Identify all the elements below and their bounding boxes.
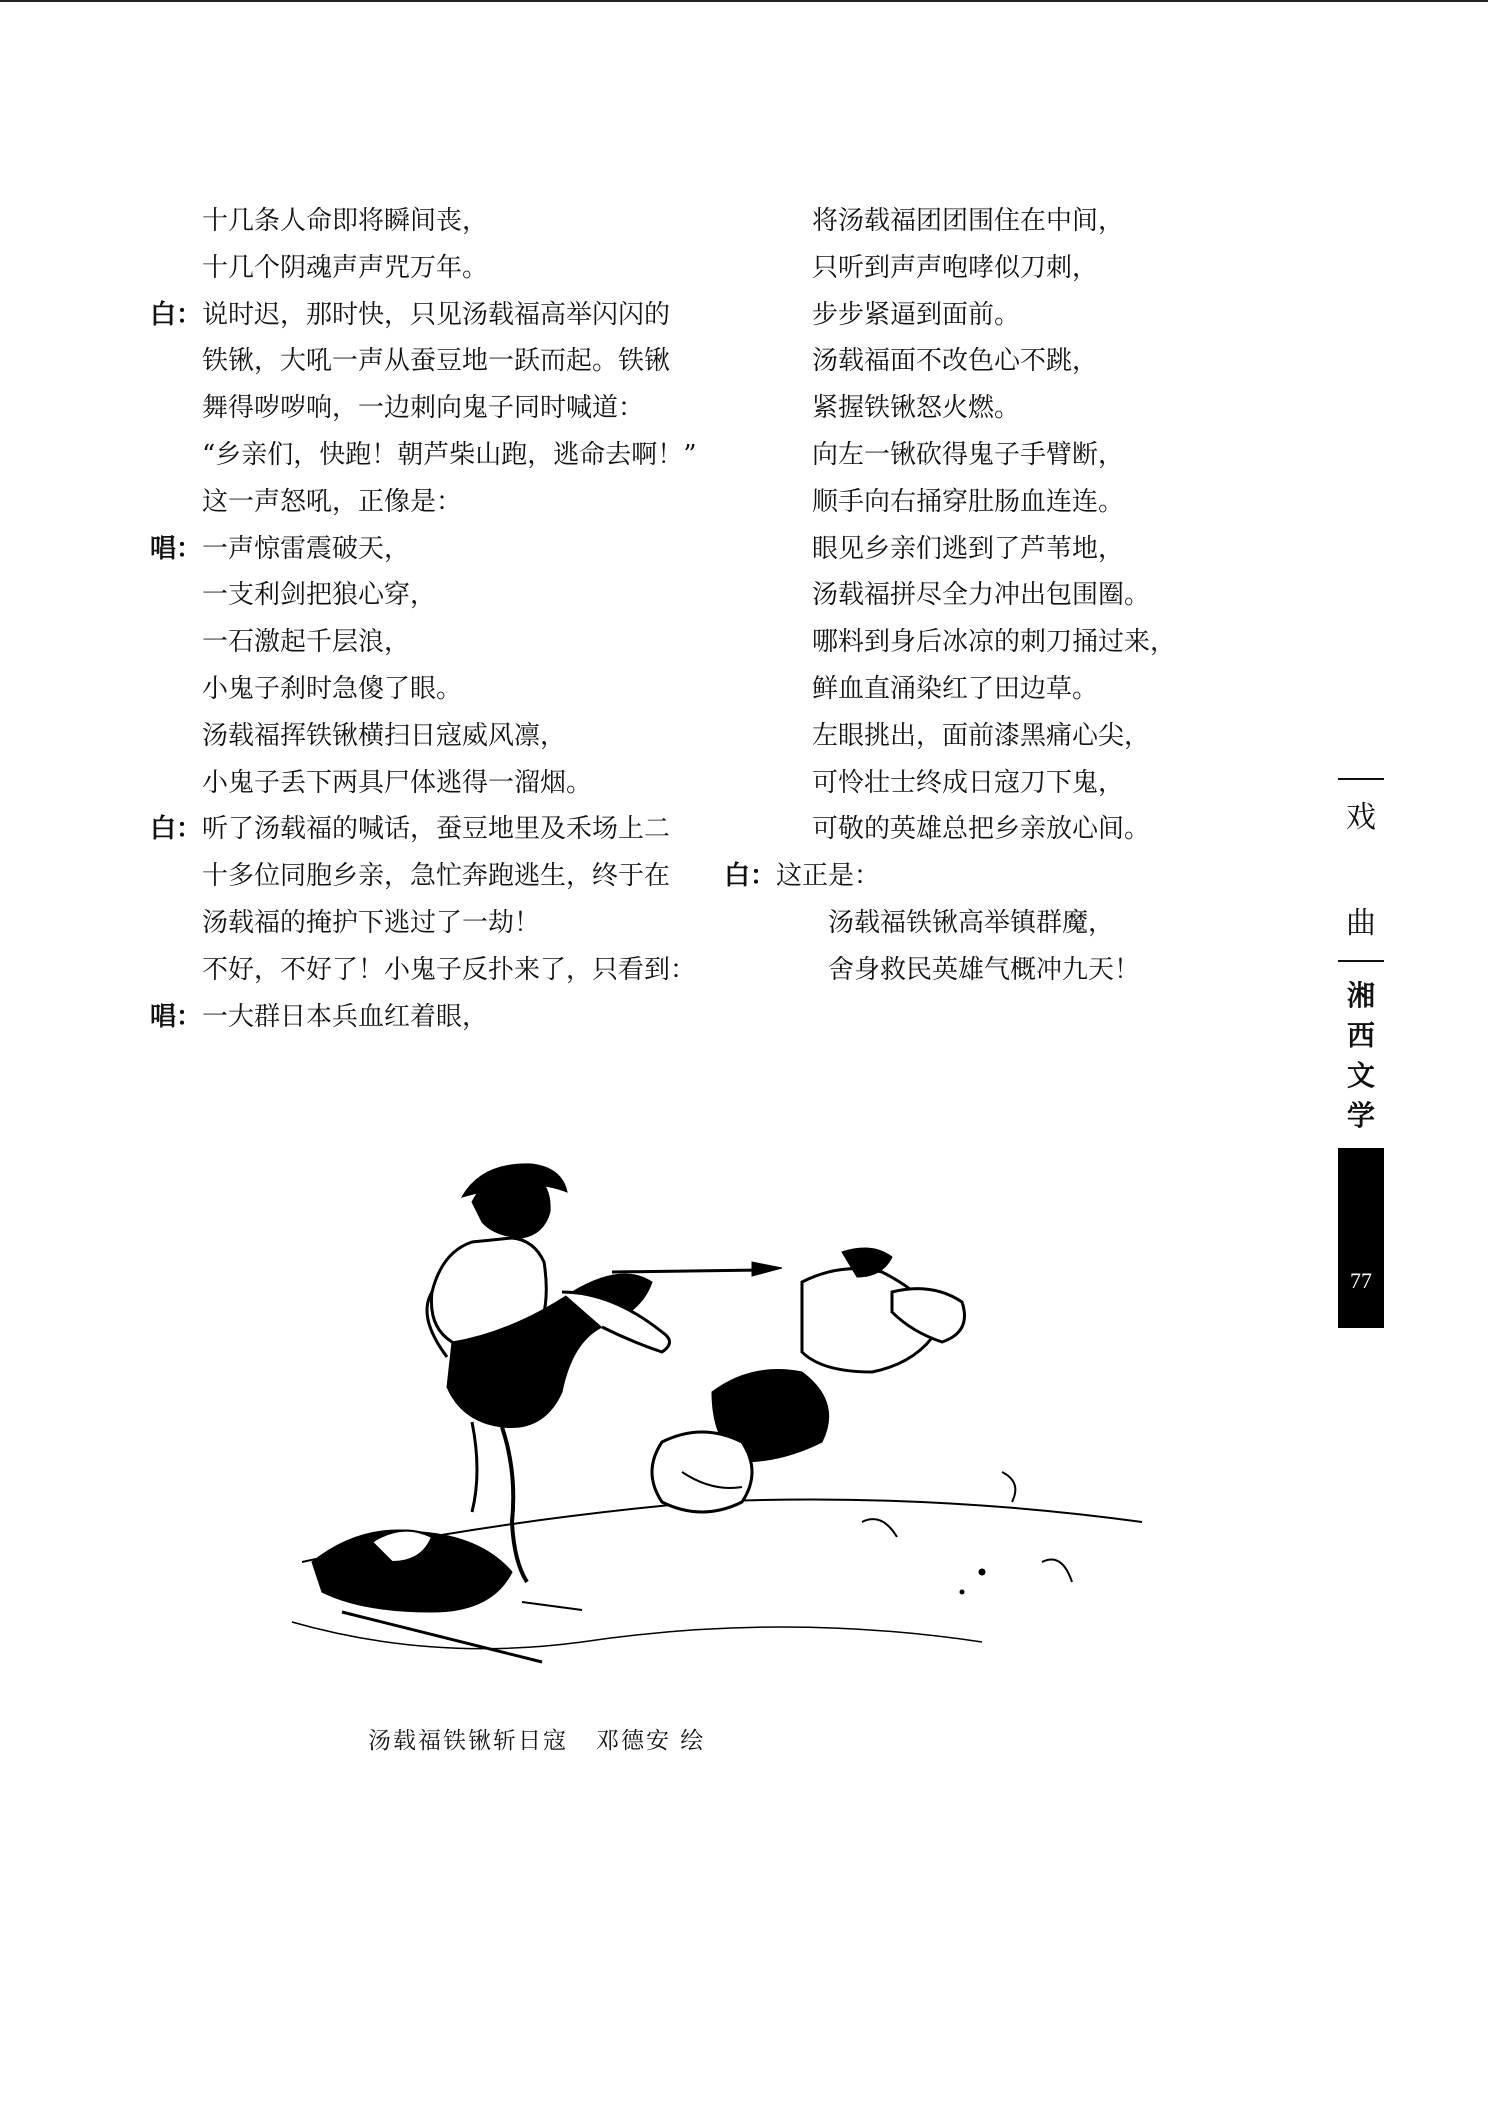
line-text: 汤载福挥铁锹横扫日寇威风凛，	[202, 720, 567, 751]
verse-line	[150, 198, 710, 245]
line-text: 汤载福铁锹高举镇群魔，	[828, 907, 1115, 938]
line-text: 一支利剑把狼心穿，	[202, 580, 437, 611]
text-column-left	[150, 198, 710, 1040]
verse-line	[150, 760, 710, 807]
line-text: 将汤载福团团围住在中间，	[812, 206, 1125, 236]
verse-line	[150, 619, 710, 666]
line-text: 舍身救民英雄气概冲九天！	[828, 954, 1141, 985]
verse-line	[150, 479, 710, 526]
verse-line	[150, 385, 710, 432]
line-text: 步步紧逼到面前。	[812, 299, 1021, 330]
line-text: 听了汤载福的喊话，蚕豆地里及禾场上二	[202, 814, 671, 845]
verse-line	[760, 432, 1360, 479]
verse-line	[760, 479, 1360, 526]
verse-line	[150, 572, 710, 619]
speaker-label: 唱：	[150, 533, 203, 564]
verse-line	[760, 947, 1360, 994]
speaker-label: 白：	[150, 299, 203, 330]
line-text: 鲜血直涌染红了田边草。	[812, 673, 1099, 704]
speaker-label: 白：	[724, 861, 777, 892]
line-text: 小鬼子丢下两具尸体逃得一溜烟。	[202, 767, 593, 798]
verse-line	[760, 806, 1360, 853]
verse-line	[760, 292, 1360, 339]
page-number: 77	[1350, 1268, 1372, 1293]
verse-line	[760, 900, 1360, 947]
verse-line	[724, 853, 1360, 900]
text-column-right	[724, 198, 1360, 994]
line-text: 向左一锹砍得鬼子手臂断，	[812, 439, 1125, 470]
line-text: 这正是：	[776, 861, 881, 892]
line-text: 可怜壮士终成日寇刀下鬼，	[812, 767, 1125, 798]
ink-illustration	[282, 1142, 1162, 1692]
line-text: 紧握铁锹怒火燃。	[812, 393, 1021, 424]
line-text: 十多位同胞乡亲，急忙奔跑逃生，终于在	[202, 861, 671, 892]
line-text: 眼见乡亲们逃到了芦苇地，	[812, 533, 1125, 564]
verse-line	[150, 994, 710, 1041]
verse-line	[150, 666, 710, 713]
journal-brand-char: 文	[1346, 1059, 1375, 1092]
verse-line	[150, 853, 710, 900]
verse-line	[150, 245, 710, 292]
verse-line	[150, 900, 710, 947]
verse-line	[150, 947, 710, 994]
line-text: 顺手向右捅穿肚肠血连连。	[812, 486, 1125, 517]
verse-line	[760, 760, 1360, 807]
caption-title: 汤载福铁锹斩日寇	[368, 1728, 568, 1754]
tab-rule-middle	[1338, 960, 1384, 962]
line-text: 十几条人命即将瞬间丧，	[202, 206, 489, 236]
line-text: 可敬的英雄总把乡亲放心间。	[812, 814, 1151, 845]
verse-line	[150, 713, 710, 760]
journal-brand-char: 湘	[1346, 979, 1375, 1012]
line-text: 说时迟，那时快，只见汤载福高举闪闪的	[202, 299, 671, 330]
verse-line	[150, 338, 710, 385]
line-text: 汤载福拼尽全力冲出包围圈。	[812, 580, 1151, 611]
verse-line	[760, 198, 1360, 245]
verse-line	[760, 245, 1360, 292]
speaker-label: 白：	[150, 814, 203, 845]
line-text: 这一声怒吼，正像是：	[202, 486, 463, 517]
line-text: 汤载福面不改色心不跳，	[812, 346, 1099, 377]
verse-line	[760, 666, 1360, 713]
caption-artist: 邓德安 绘	[595, 1728, 706, 1754]
verse-line	[150, 432, 710, 479]
verse-line	[150, 526, 710, 573]
line-text: 十几个阴魂声声咒万年。	[202, 252, 489, 283]
line-text: 哪料到身后冰凉的刺刀捅过来，	[812, 627, 1177, 658]
line-text: 舞得哕哕响，一边刺向鬼子同时喊道：	[202, 393, 645, 424]
speaker-label: 唱：	[150, 1001, 203, 1032]
line-text: 一大群日本兵血红着眼，	[202, 1001, 489, 1032]
line-text: 小鬼子刹时急傻了眼。	[202, 673, 463, 704]
verse-line	[760, 385, 1360, 432]
line-text: 汤载福的掩护下逃过了一劫！	[202, 907, 541, 938]
illustration-caption	[368, 1722, 705, 1755]
journal-brand-char: 西	[1346, 1019, 1375, 1052]
page-number-block	[1338, 1148, 1384, 1328]
top-border-rule	[0, 0, 1488, 2]
section-label-char: 曲	[1346, 906, 1376, 941]
section-label-char: 戏	[1346, 800, 1376, 835]
line-text: 不好，不好了！小鬼子反扑来了，只看到：	[202, 954, 697, 985]
journal-brand-char: 学	[1346, 1099, 1375, 1132]
tab-rule-top	[1338, 778, 1384, 780]
verse-line	[760, 713, 1360, 760]
verse-line	[760, 619, 1360, 666]
verse-line	[150, 806, 710, 853]
verse-line	[760, 572, 1360, 619]
line-text: “乡亲们，快跑！朝芦柴山跑，逃命去啊！”	[202, 439, 697, 470]
line-text: 铁锹，大吼一声从蚕豆地一跃而起。铁锹	[202, 346, 671, 377]
verse-line	[150, 292, 710, 339]
line-text: 左眼挑出，面前漆黑痛心尖，	[812, 720, 1151, 751]
line-text: 一石激起千层浪，	[202, 627, 411, 658]
verse-line	[760, 338, 1360, 385]
verse-line	[760, 526, 1360, 573]
line-text: 只听到声声咆哮似刀刺，	[812, 252, 1099, 283]
line-text: 一声惊雷震破天，	[202, 533, 411, 564]
